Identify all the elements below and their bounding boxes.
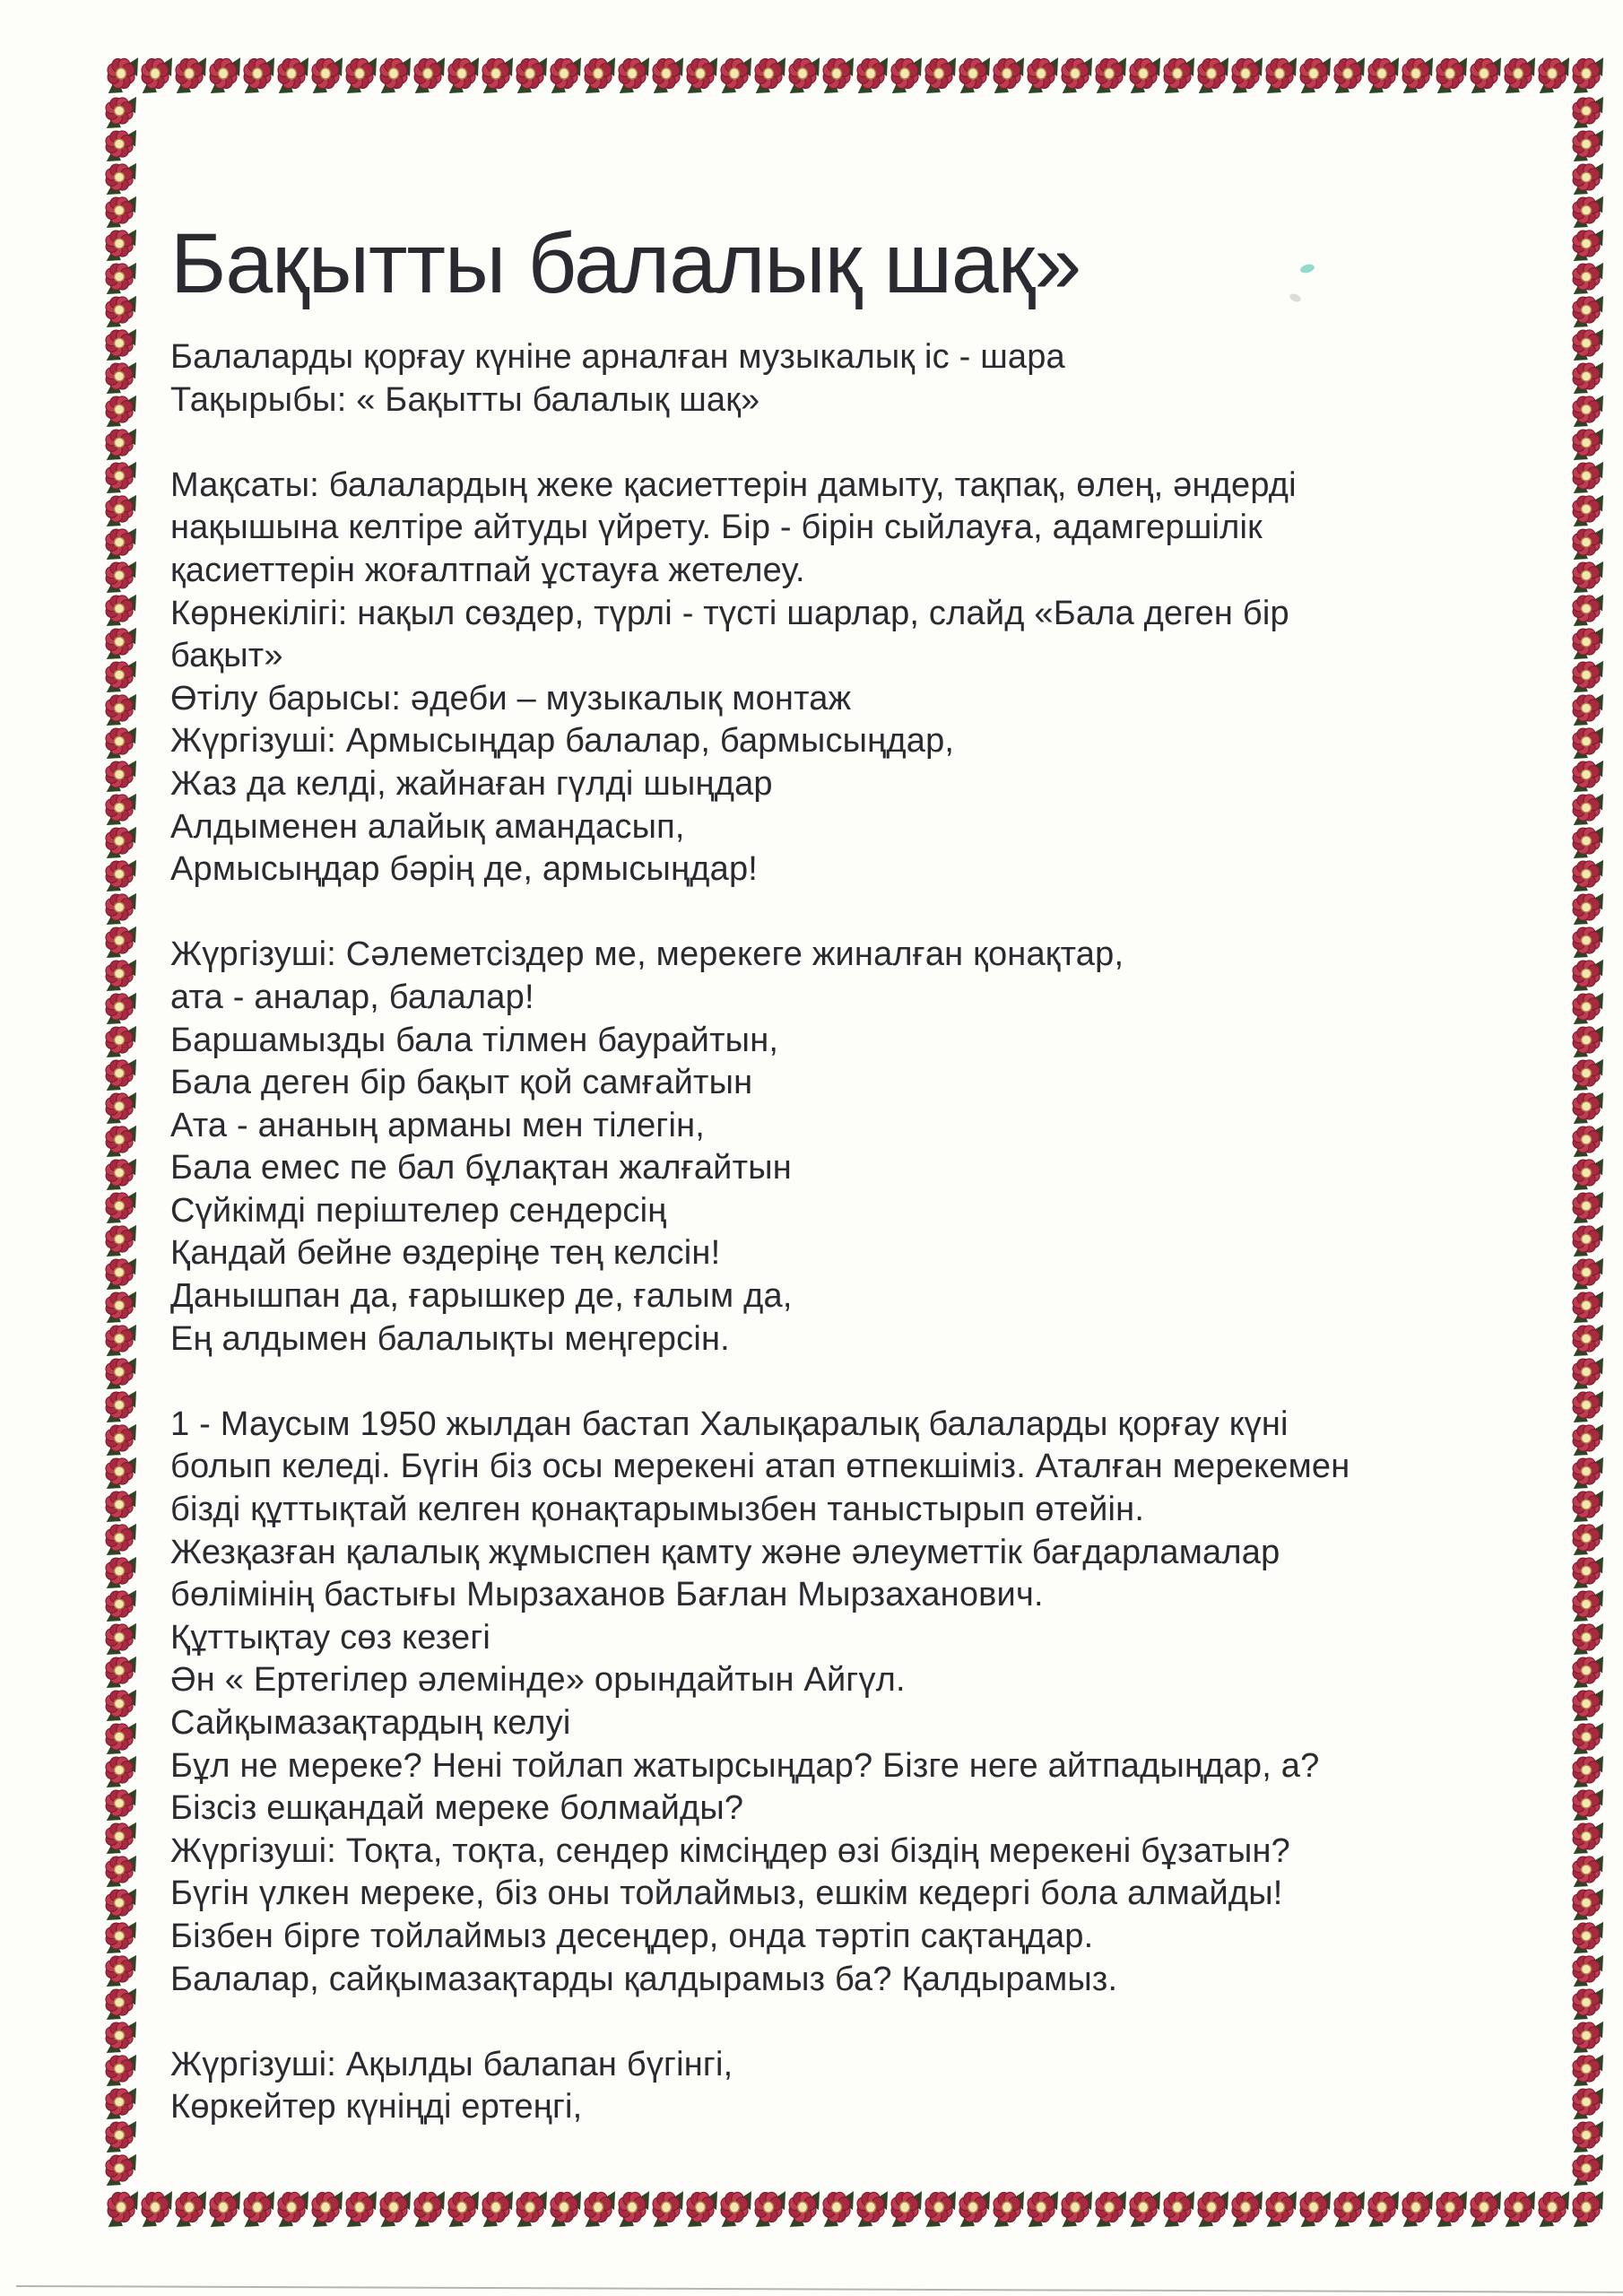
- flower-icon: [102, 1655, 136, 1688]
- text-line: Жүргізуші: Ақылды балапан бүгінгі,: [170, 2045, 733, 2083]
- flower-icon: [1569, 195, 1603, 228]
- flower-icon: [615, 2189, 649, 2227]
- flower-icon: [102, 1190, 136, 1223]
- flower-icon: [1569, 56, 1603, 93]
- flower-icon: [102, 1721, 136, 1754]
- flower-icon: [102, 1522, 136, 1555]
- flower-icon: [1569, 759, 1603, 792]
- flower-icon: [1569, 1290, 1603, 1323]
- flower-icon: [445, 56, 479, 93]
- flower-icon: [102, 1787, 136, 1821]
- text-line: Жаз да келді, жайнаған гүлді шыңдар: [170, 764, 773, 803]
- flower-icon: [1263, 56, 1297, 93]
- text-line: Данышпан да, ғарышкер де, ғалым да,: [170, 1277, 793, 1316]
- flower-icon: [102, 128, 136, 161]
- flower-icon: [1569, 1622, 1603, 1655]
- flower-icon: [102, 1555, 136, 1588]
- text-line: Жүргізуші: Сәлеметсіздер ме, мерекеге жиналған қонақтар,: [170, 935, 1124, 974]
- flower-icon: [717, 2189, 751, 2227]
- flower-icon: [102, 692, 136, 726]
- flower-icon: [888, 2189, 922, 2227]
- flower-icon: [922, 2189, 956, 2227]
- blank-line: [170, 891, 1569, 935]
- flower-icon: [308, 2189, 343, 2227]
- flower-icon: [1058, 2189, 1092, 2227]
- text-line: Тақырыбы: « Бақытты балалық шақ»: [170, 380, 760, 419]
- flower-icon: [1433, 56, 1467, 93]
- flower-icon: [1569, 2189, 1603, 2227]
- flower-icon: [1569, 626, 1603, 659]
- text-line: Сайқымазақтардың келуі: [170, 1704, 571, 1742]
- text-line: 1 - Маусым 1950 жылдан бастап Халықаралық балаларды қорғау күні: [170, 1405, 1289, 1443]
- flower-icon: [1569, 1489, 1603, 1522]
- text-line: Балалар, сайқымазақтарды қалдырамыз ба? Қалдырамыз.: [170, 1960, 1118, 1998]
- flower-icon: [206, 2189, 240, 2227]
- flower-icon: [102, 726, 136, 759]
- flower-icon: [751, 2189, 785, 2227]
- flower-icon: [102, 327, 136, 361]
- flower-icon: [102, 1356, 136, 1389]
- flower-icon: [1569, 825, 1603, 858]
- flower-icon: [102, 958, 136, 991]
- text-line: Мақсаты: балалардың жеке қасиеттерін дамыту, тақпақ, өлең, әндерді: [170, 465, 1297, 504]
- flower-icon: [1399, 2189, 1433, 2227]
- flower-icon: [102, 228, 136, 261]
- flower-icon: [102, 95, 136, 128]
- flower-icon: [102, 1024, 136, 1057]
- flower-icon: [1569, 394, 1603, 427]
- flower-icon: [102, 1953, 136, 1987]
- text-line: ата - аналар, балалар!: [170, 978, 534, 1016]
- flower-border-right: [1569, 95, 1603, 2186]
- flower-icon: [1569, 858, 1603, 891]
- flower-icon: [102, 925, 136, 958]
- flower-icon: [1263, 2189, 1297, 2227]
- flower-icon: [102, 1389, 136, 1422]
- text-line: бөлімінің бастығы Мырзаханов Бағлан Мырзаханович.: [170, 1576, 1044, 1614]
- blank-line: [170, 1361, 1569, 1404]
- flower-icon: [1569, 1655, 1603, 1688]
- flower-icon: [1126, 2189, 1160, 2227]
- flower-icon: [1569, 261, 1603, 294]
- flower-icon: [102, 361, 136, 394]
- flower-icon: [1569, 1555, 1603, 1588]
- flower-icon: [1569, 692, 1603, 726]
- text-line: Ән « Ертегілер әлемінде» орындайтын Айгүл.: [170, 1661, 906, 1700]
- flower-icon: [1092, 56, 1126, 93]
- flower-icon: [1331, 56, 1365, 93]
- flower-icon: [990, 56, 1024, 93]
- text-line: бізді құттықтай келген қонақтарымызбен таныстырып өтейін.: [170, 1491, 1145, 1529]
- blank-line: [170, 422, 1569, 465]
- text-line: Көрнекілігі: нақыл сөздер, түрлі - түсті шарлар, слайд «Бала деген бір: [170, 594, 1289, 632]
- flower-icon: [1501, 2189, 1535, 2227]
- flower-icon: [343, 56, 377, 93]
- flower-icon: [102, 1223, 136, 1257]
- flower-icon: [308, 56, 343, 93]
- flower-icon: [1569, 1190, 1603, 1223]
- flower-icon: [1228, 56, 1263, 93]
- flower-icon: [1126, 56, 1160, 93]
- flower-icon: [547, 2189, 581, 2227]
- flower-icon: [102, 2053, 136, 2086]
- flower-icon: [102, 394, 136, 427]
- flower-icon: [581, 2189, 615, 2227]
- flower-icon: [1569, 526, 1603, 560]
- text-line: Жезқазған қалалық жұмыспен қамту және әлеуметтік бағдарламалар: [170, 1533, 1280, 1571]
- flower-icon: [1569, 1124, 1603, 1157]
- flower-icon: [1569, 991, 1603, 1024]
- text-line: Балаларды қорғау күніне арналған музыкалық іс - шара: [170, 338, 1065, 376]
- flower-icon: [274, 56, 308, 93]
- flower-icon: [513, 56, 547, 93]
- flower-icon: [1569, 792, 1603, 825]
- flower-icon: [1569, 2020, 1603, 2053]
- flower-icon: [1569, 1887, 1603, 1920]
- page-edge-line: [16, 2285, 1623, 2293]
- blank-line: [170, 2001, 1569, 2044]
- flower-icon: [1569, 560, 1603, 593]
- flower-icon: [102, 261, 136, 294]
- flower-icon: [102, 1323, 136, 1356]
- flower-icon: [1569, 1522, 1603, 1555]
- flower-icon: [1399, 56, 1433, 93]
- flower-icon: [990, 2189, 1024, 2227]
- text-line: Қандай бейне өздеріңе тең келсін!: [170, 1234, 721, 1273]
- flower-icon: [102, 460, 136, 493]
- text-line: болып келеді. Бүгін біз осы мерекені атап өтпекшіміз. Аталған мерекемен: [170, 1448, 1350, 1486]
- text-line: Бізсіз ешқандай мереке болмайды?: [170, 1789, 744, 1828]
- flower-icon: [1569, 593, 1603, 626]
- text-line: Бұл не мереке? Нені тойлап жатырсыңдар? Бізге неге айтпадыңдар, а?: [170, 1746, 1320, 1785]
- flower-icon: [102, 195, 136, 228]
- text-line: Жүргізуші: Армысыңдар балалар, бармысыңдар,: [170, 722, 955, 761]
- flower-icon: [1569, 1422, 1603, 1456]
- flower-icon: [102, 526, 136, 560]
- flower-icon: [751, 56, 785, 93]
- flower-icon: [172, 56, 206, 93]
- flower-icon: [102, 825, 136, 858]
- flower-icon: [717, 56, 751, 93]
- flower-icon: [1569, 891, 1603, 925]
- text-line: Ата - ананың арманы мен тілегін,: [170, 1106, 706, 1144]
- flower-icon: [102, 1257, 136, 1290]
- flower-icon: [1569, 1721, 1603, 1754]
- flower-icon: [104, 2189, 138, 2227]
- document-body: [170, 336, 1569, 2129]
- flower-icon: [1569, 95, 1603, 128]
- flower-icon: [102, 427, 136, 460]
- flower-icon: [1569, 1688, 1603, 1721]
- flower-icon: [102, 2119, 136, 2152]
- flower-icon: [1569, 1057, 1603, 1091]
- flower-icon: [102, 1688, 136, 1721]
- flower-icon: [1092, 2189, 1126, 2227]
- flower-icon: [1569, 493, 1603, 526]
- flower-icon: [1569, 1323, 1603, 1356]
- flower-icon: [240, 2189, 274, 2227]
- flower-icon: [104, 56, 138, 93]
- flower-icon: [1569, 128, 1603, 161]
- flower-icon: [1331, 2189, 1365, 2227]
- flower-icon: [102, 2152, 136, 2186]
- text-line: Өтілу барысы: әдеби – музыкалық монтаж: [170, 679, 852, 718]
- flower-icon: [1297, 2189, 1331, 2227]
- flower-icon: [102, 593, 136, 626]
- flower-border-left: [102, 95, 136, 2186]
- flower-icon: [785, 56, 820, 93]
- flower-icon: [1058, 56, 1092, 93]
- flower-icon: [102, 858, 136, 891]
- flower-icon: [1569, 1920, 1603, 1953]
- flower-icon: [138, 56, 172, 93]
- flower-icon: [615, 56, 649, 93]
- flower-icon: [102, 659, 136, 692]
- flower-icon: [1569, 1953, 1603, 1987]
- flower-icon: [102, 1456, 136, 1489]
- text-line: Бүгін үлкен мереке, біз оны тойлаймыз, ешкім кедергі бола алмайды!: [170, 1874, 1283, 1913]
- flower-icon: [1569, 427, 1603, 460]
- flower-icon: [1569, 659, 1603, 692]
- text-line: Жүргізуші: Тоқта, тоқта, сендер кімсіңдер өзі біздің мерекені бұзатын?: [170, 1831, 1291, 1870]
- flower-icon: [102, 1622, 136, 1655]
- flower-icon: [1228, 2189, 1263, 2227]
- text-line: Құттықтау сөз кезегі: [170, 1618, 491, 1657]
- flower-icon: [1501, 56, 1535, 93]
- flower-icon: [102, 1887, 136, 1920]
- text-line: Армысыңдар бәрің де, армысыңдар!: [170, 850, 759, 889]
- flower-icon: [102, 2020, 136, 2053]
- flower-icon: [102, 294, 136, 327]
- flower-icon: [102, 626, 136, 659]
- flower-icon: [102, 1290, 136, 1323]
- flower-icon: [240, 56, 274, 93]
- flower-icon: [547, 56, 581, 93]
- flower-icon: [445, 2189, 479, 2227]
- flower-icon: [922, 56, 956, 93]
- text-line: Бала емес пе бал бұлақтан жалғайтын: [170, 1149, 792, 1187]
- flower-icon: [102, 1821, 136, 1854]
- flower-icon: [1569, 327, 1603, 361]
- flower-icon: [343, 2189, 377, 2227]
- flower-icon: [1569, 1356, 1603, 1389]
- flower-icon: [1569, 2152, 1603, 2186]
- flower-icon: [649, 2189, 683, 2227]
- flower-icon: [102, 759, 136, 792]
- flower-icon: [1160, 2189, 1194, 2227]
- flower-icon: [1569, 294, 1603, 327]
- flower-icon: [1569, 958, 1603, 991]
- flower-icon: [513, 2189, 547, 2227]
- flower-icon: [1569, 1091, 1603, 1124]
- flower-icon: [102, 1489, 136, 1522]
- text-line: Баршамызды бала тілмен баурайтын,: [170, 1021, 779, 1059]
- flower-icon: [102, 560, 136, 593]
- flower-icon: [1569, 1987, 1603, 2020]
- flower-icon: [649, 56, 683, 93]
- flower-icon: [888, 56, 922, 93]
- flower-icon: [377, 2189, 411, 2227]
- flower-icon: [377, 56, 411, 93]
- flower-icon: [1569, 1787, 1603, 1821]
- flower-icon: [102, 1057, 136, 1091]
- flower-icon: [1569, 1754, 1603, 1787]
- flower-icon: [956, 56, 990, 93]
- flower-icon: [102, 792, 136, 825]
- flower-icon: [1569, 460, 1603, 493]
- flower-icon: [1535, 2189, 1569, 2227]
- text-line: қасиеттерін жоғалтпай ұстауға жетелеу.: [170, 551, 805, 589]
- flower-icon: [1569, 925, 1603, 958]
- text-line: нақышына келтіре айтуды үйрету. Бір - бірін сыйлауға, адамгершілік: [170, 509, 1263, 547]
- flower-icon: [102, 1588, 136, 1622]
- flower-icon: [102, 1754, 136, 1787]
- flower-icon: [1569, 726, 1603, 759]
- flower-icon: [1569, 1157, 1603, 1190]
- scan-artifact-teal: [1299, 263, 1315, 274]
- flower-icon: [1569, 1588, 1603, 1622]
- flower-icon: [1569, 1257, 1603, 1290]
- flower-icon: [1024, 56, 1058, 93]
- text-line: Алдыменен алайық амандасып,: [170, 807, 685, 846]
- flower-icon: [102, 1920, 136, 1953]
- flower-icon: [138, 2189, 172, 2227]
- flower-icon: [102, 1422, 136, 1456]
- flower-icon: [102, 2086, 136, 2119]
- flower-border-top: [104, 56, 1603, 93]
- document-title: Бақытты балалық шақ»: [170, 216, 1081, 311]
- flower-icon: [1569, 1456, 1603, 1489]
- flower-icon: [1194, 2189, 1228, 2227]
- flower-icon: [1569, 161, 1603, 195]
- flower-icon: [1194, 56, 1228, 93]
- flower-icon: [1365, 2189, 1399, 2227]
- flower-icon: [1569, 1821, 1603, 1854]
- flower-icon: [820, 2189, 854, 2227]
- scan-artifact-smudge: [1289, 292, 1302, 304]
- flower-icon: [479, 56, 513, 93]
- flower-icon: [1569, 1024, 1603, 1057]
- flower-icon: [854, 2189, 888, 2227]
- flower-icon: [1569, 228, 1603, 261]
- flower-icon: [102, 1854, 136, 1887]
- flower-icon: [1433, 2189, 1467, 2227]
- flower-icon: [820, 56, 854, 93]
- flower-icon: [274, 2189, 308, 2227]
- flower-icon: [1467, 56, 1501, 93]
- flower-icon: [479, 2189, 513, 2227]
- flower-icon: [1365, 56, 1399, 93]
- text-line: Ең алдымен балалықты меңгерсін.: [170, 1319, 730, 1358]
- flower-icon: [1569, 2086, 1603, 2119]
- text-line: Көркейтер күніңді ертеңгі,: [170, 2088, 583, 2126]
- flower-icon: [581, 56, 615, 93]
- flower-icon: [1297, 56, 1331, 93]
- flower-icon: [1569, 361, 1603, 394]
- flower-icon: [102, 1091, 136, 1124]
- flower-icon: [956, 2189, 990, 2227]
- flower-icon: [102, 493, 136, 526]
- flower-icon: [206, 56, 240, 93]
- flower-icon: [411, 56, 445, 93]
- flower-icon: [1467, 2189, 1501, 2227]
- flower-icon: [1024, 2189, 1058, 2227]
- flower-icon: [1569, 2053, 1603, 2086]
- flower-icon: [172, 2189, 206, 2227]
- text-line: Бала деген бір бақыт қой самғайтын: [170, 1064, 753, 1102]
- text-line: Бізбен бірге тойлаймыз десеңдер, онда тәртіп сақтаңдар.: [170, 1917, 1094, 1955]
- flower-icon: [1569, 1389, 1603, 1422]
- flower-icon: [102, 891, 136, 925]
- flower-icon: [102, 1157, 136, 1190]
- flower-icon: [102, 161, 136, 195]
- flower-icon: [1160, 56, 1194, 93]
- flower-icon: [102, 1987, 136, 2020]
- flower-icon: [785, 2189, 820, 2227]
- flower-icon: [854, 56, 888, 93]
- flower-icon: [102, 991, 136, 1024]
- text-line: Сүйкімді періштелер сендерсің: [170, 1191, 667, 1230]
- flower-icon: [411, 2189, 445, 2227]
- flower-icon: [1569, 1854, 1603, 1887]
- text-line: бақыт»: [170, 637, 283, 675]
- flower-icon: [1569, 1223, 1603, 1257]
- flower-icon: [683, 56, 717, 93]
- flower-icon: [102, 1124, 136, 1157]
- flower-border-bottom: [104, 2189, 1603, 2227]
- flower-icon: [683, 2189, 717, 2227]
- flower-icon: [1569, 2119, 1603, 2152]
- flower-icon: [1535, 56, 1569, 93]
